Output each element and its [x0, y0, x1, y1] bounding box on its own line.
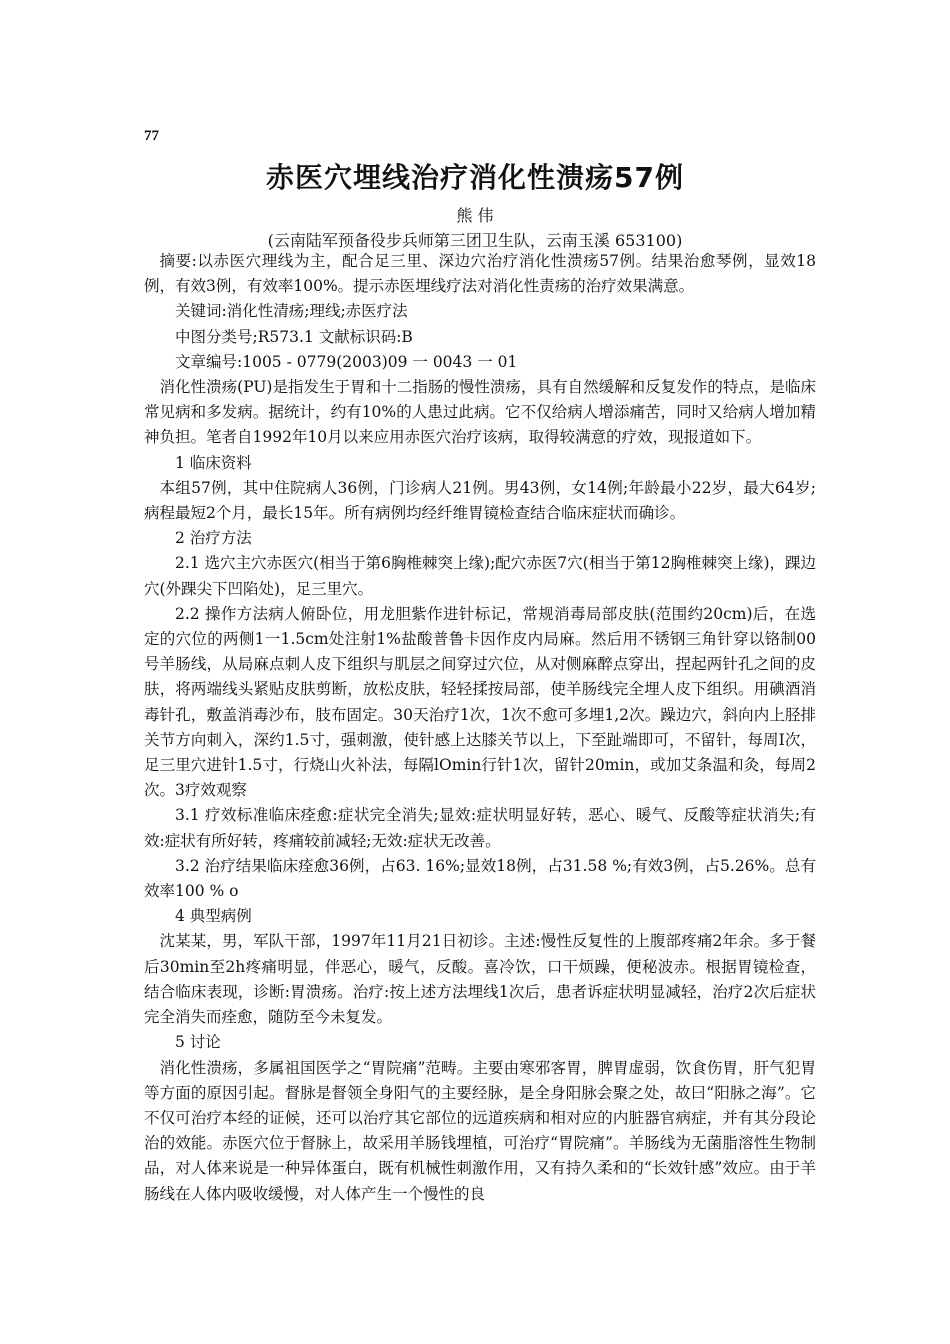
section-heading: 1 临床资料	[175, 453, 252, 472]
article-body	[144, 249, 816, 1207]
body-paragraph: 3.1 疗效标准临床痊愈:症状完全消失;显效:症状明显好转，恶心、暖气、反酸等症状消失;有效:症状有所好转，疼痛较前减轻;无效:症状无改善。	[144, 806, 816, 850]
keywords-line: 关键词:消化性清疡;理线;赤医疗法	[175, 302, 408, 321]
author-affiliation: (云南陆军预备役步兵师第三团卫生队，云南玉溪 653100)	[267, 231, 683, 250]
body-paragraph: 2.2 操作方法病人俯卧位，用龙胆紫作进针标记，常规消毒局部皮肤(范围约20cm)后，在选定的穴位的两侧1一1.5cm处注射1%盐酸普鲁卡因作皮内局麻。然后用不锈钢三角针穿以铬制00号羊肠线，从局麻点刺人皮下组织与肌层之间穿过穴位，从对侧麻醉点穿出，捏起两针孔之间的皮肤，将两端线头紧贴皮肤剪断，放松皮肤，轻轻揉按局部，使羊肠线完全埋人皮下组织。用碘酒消毒针孔，敷盖消毒沙布，肢布固定。30天治疗1次，1次不愈可多埋1,2次。躁边穴，斜向内上胫排关节方向刺入，深约1.5寸，强刺激，使针感上达膝关节以上，下至趾端即可，不留针，每周I次，足三里穴进针1.5寸，行烧山火补法，每隔lOmin行针1次，留针20min，或加艾条温和灸，每周2次。3疗效观察	[144, 604, 816, 800]
section-heading: 2 治疗方法	[175, 529, 252, 548]
body-paragraph: 2.1 选穴主穴赤医穴(相当于第6胸椎棘突上缘);配穴赤医7穴(相当于第12胸椎棘突上缘)，踝边穴(外踝尖下凹陷处)，足三里穴。	[144, 554, 816, 598]
body-paragraph: 沈某某，男，军队干部，1997年11月21日初诊。主述:慢性反复性的上腹部疼痛2年余。多于餐后30min至2h疼痛明显，伴恶心，暖气，反酸。喜冷饮，口干烦躁，便秘波赤。根据胃镜检查，结合临床表现，诊断:胃溃疡。治疗:按上述方法埋线1次后，患者诉症状明显减轻，治疗2次后症状完全消失而痊愈，随防至今未复发。	[144, 932, 816, 1027]
section-heading: 5 讨论	[175, 1033, 221, 1052]
body-paragraph: 消化性溃疡，多属祖国医学之“胃院痛”范畴。主要由寒邪客胃，脾胃虚弱，饮食伤胃，肝气犯胃等方面的原因引起。督脉是督领全身阳气的主要经脉，是全身阳脉会聚之处，故曰“阳脉之海”。它不仅可治疗本经的证候，还可以治疗其它部位的远道疾病和相对应的内脏器官病症，并有其分段论治的效能。赤医穴位于督脉上，故采用羊肠钱埋植，可治疗“胃院痛”。羊肠线为无菌脂溶性生物制品，对人体来说是一种异体蛋白，既有机械性刺激作用，又有持久柔和的“长效针感”效应。由于羊肠线在人体内吸收缓慢，对人体产生一个慢性的良	[144, 1058, 816, 1203]
abstract-paragraph: 摘要:以赤医穴理线为主，配合足三里、深边穴治疗消化性溃疡57例。结果治愈琴例，显效18例，有效3例，有效率100%。提示赤医埋线疗法对消化性责疡的治疗效果满意。	[144, 252, 816, 296]
body-paragraph: 3.2 治疗结果临床痊愈36例，占63. 16%;显效18例，占31.58 %;有效3例，占5.26%。总有效率100 % o	[144, 856, 816, 901]
article-id-line: 文章编号:1005 - 0779(2003)09 一 0043 一 01	[175, 352, 518, 371]
intro-paragraph: 消化性溃疡(PU)是指发生于胃和十二指肠的慢性溃疡，具有自然缓解和反复发作的特点，是临床常见病和多发病。据统计，约有10%的人患过此病。它不仅给病人增添痛苦，同时又给病人增加精神负担。笔者自1992年10月以来应用赤医穴治疗该病，取得较满意的疗效，现报道如下。	[144, 378, 816, 447]
article-title: 赤医穴埋线治疗消化性溃疡57例	[266, 161, 684, 194]
author-name: 熊 伟	[456, 206, 494, 225]
body-paragraph: 本组57例，其中住院病人36例，门诊病人21例。男43例，女14例;年龄最小22岁，最大64岁;病程最短2个月，最长15年。所有病例均经纤维胃镜检查结合临床症状而确诊。	[144, 478, 816, 523]
page-number: 77	[144, 128, 159, 144]
section-heading: 4 典型病例	[175, 907, 252, 926]
classification-line: 中图分类号;R573.1 文献标识码:B	[175, 327, 413, 346]
